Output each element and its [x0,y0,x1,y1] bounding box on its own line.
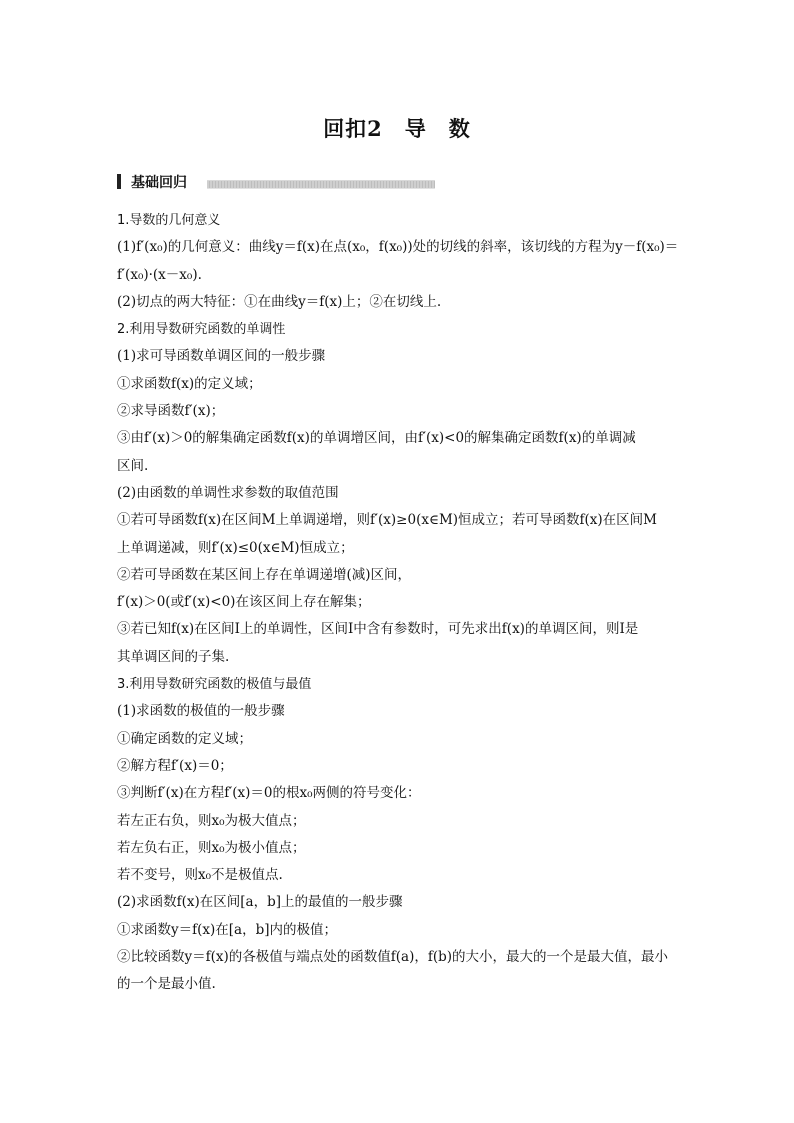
text-line: 若不变号，则x₀不是极值点. [117,867,283,884]
text-line: ③若已知f(x)在区间I上的单调性，区间I中含有参数时，可先求出f(x)的单调区间，则I是 [117,621,639,638]
text-line: (1)求函数的极值的一般步骤 [117,703,285,720]
section-rule-decoration [207,180,435,189]
section-marker-bar [117,174,121,189]
text-line: (2)由函数的单调性求参数的取值范围 [117,484,339,501]
section-heading: 2.利用导数研究函数的单调性 [117,322,286,338]
text-line: 上单调递减，则f′(x)≤0(x∈M)恒成立； [117,539,354,556]
text-line: 其单调区间的子集. [117,648,230,665]
text-line: ①求函数y＝f(x)在[a，b]内的极值； [117,921,337,938]
section-heading: 3.利用导数研究函数的极值与最值 [117,677,312,693]
page-title: 回扣2 导 数 [323,116,471,141]
text-line: ③判断f′(x)在方程f′(x)＝0的根x₀两侧的符号变化： [117,785,421,802]
text-line: 若左正右负，则x₀为极大值点； [117,812,306,829]
text-line: 的一个是最小值. [117,976,216,993]
text-line: 区间. [117,457,149,474]
text-line: f′(x₀)·(x－x₀). [117,266,202,283]
document-body [117,207,679,999]
text-line: f′(x)＞0(或f′(x)<0)在该区间上存在解集； [117,594,371,611]
text-line: ②解方程f′(x)＝0； [117,757,233,774]
text-line: (1)求可导函数单调区间的一般步骤 [117,348,326,365]
text-line: (2)求函数f(x)在区间[a，b]上的最值的一般步骤 [117,894,403,911]
text-line: 若左负右正，则x₀为极小值点； [117,839,306,856]
section-heading: 1.导数的几何意义 [117,213,221,228]
text-line: ②比较函数y＝f(x)的各极值与端点处的函数值f(a)，f(b)的大小，最大的一个是最大值，最小 [117,949,669,966]
section-header [117,172,437,192]
text-line: ①若可导函数f(x)在区间M上单调递增，则f′(x)≥0(x∈M)恒成立；若可导函数f(x)在区间M [117,512,658,529]
text-line: (2)切点的两大特征：①在曲线y＝f(x)上；②在切线上. [117,293,442,310]
text-line: ①确定函数的定义域； [117,730,252,747]
text-line: ②若可导函数在某区间上存在单调递增(减)区间， [117,566,412,583]
text-line: ②求导函数f′(x)； [117,403,225,420]
text-line: (1)f′(x₀)的几何意义：曲线y＝f(x)在点(x₀，f(x₀))处的切线的斜率，该切线的方程为y－f(x₀)＝ [117,239,679,256]
section-label: 基础回归 [131,175,187,191]
text-line: ①求函数f(x)的定义域； [117,375,262,392]
text-line: ③由f′(x)＞0的解集确定函数f(x)的单调增区间，由f′(x)<0的解集确定函数f(x)的单调减 [117,430,636,447]
